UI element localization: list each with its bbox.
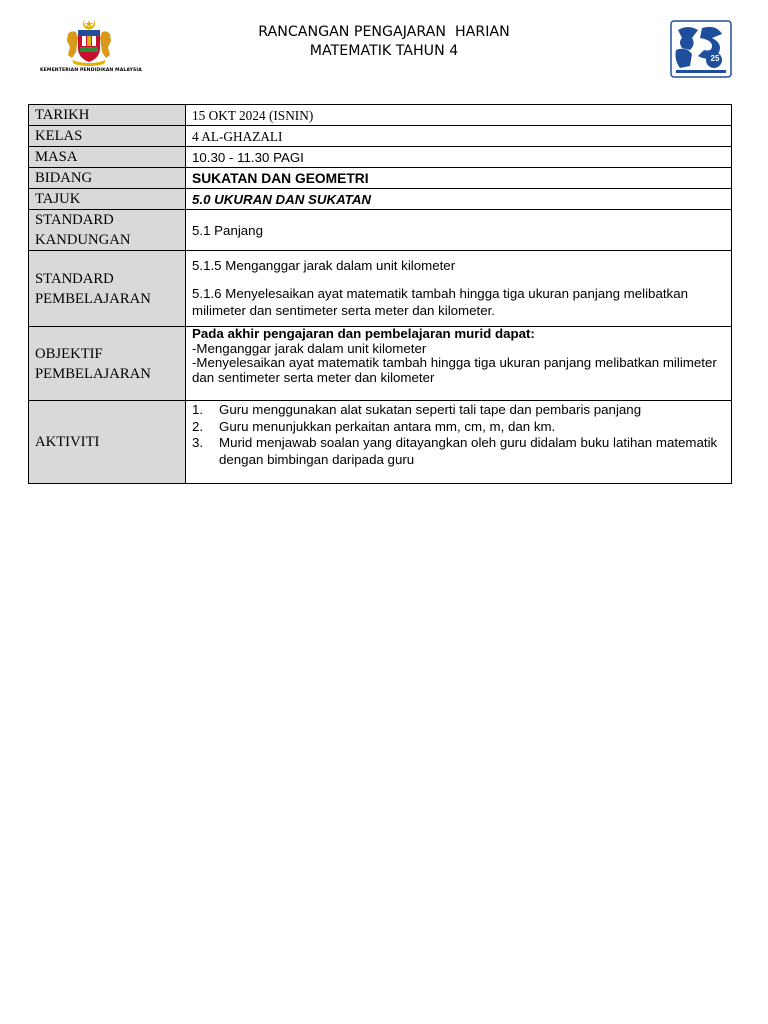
- row-label-line: STANDARD: [35, 212, 114, 228]
- list-item: [192, 435, 725, 468]
- bidang-value: SUKATAN DAN GEOMETRI: [186, 168, 732, 189]
- list-item: 5.1.5 Menganggar jarak dalam unit kilometer: [192, 258, 456, 273]
- list-item: -Menganggar jarak dalam unit kilometer: [192, 340, 427, 356]
- table-row: [29, 147, 732, 168]
- list-item: 5.1.6 Menyelesaikan ayat matematik tambah hingga tiga ukuran panjang melibatkan milimeter dan sentimeter serta meter dan kilometer.: [192, 286, 688, 318]
- table-row: [29, 105, 732, 126]
- row-label: [29, 210, 186, 251]
- table-row: [29, 189, 732, 210]
- row-label: TARIKH: [29, 105, 186, 126]
- row-label-line: PEMBELAJARAN: [35, 365, 151, 382]
- row-label-line: KANDUNGAN: [35, 232, 131, 248]
- masa-value: 10.30 - 11.30 PAGI: [186, 147, 732, 168]
- malaysia-coat-of-arms-icon: [64, 16, 114, 66]
- row-label-line: OBJEKTIF: [35, 345, 103, 362]
- row-label: [29, 251, 186, 327]
- list-number: 3.: [192, 435, 204, 450]
- school-badge-logo-icon: [670, 20, 732, 78]
- table-row: [29, 327, 732, 401]
- page-header: [0, 0, 768, 100]
- list-item: [192, 402, 725, 419]
- table-row: [29, 126, 732, 147]
- title-line-1: RANCANGAN PENGAJARAN HARIAN: [258, 24, 510, 40]
- row-label: KELAS: [29, 126, 186, 147]
- row-label: MASA: [29, 147, 186, 168]
- aktiviti-list: [192, 402, 725, 468]
- list-number: 1.: [192, 402, 204, 417]
- tarikh-value: 15 OKT 2024 (ISNIN): [186, 105, 732, 126]
- table-row: [29, 210, 732, 251]
- ministry-logo: [40, 16, 142, 78]
- lesson-plan-table: [28, 104, 732, 484]
- ministry-caption: KEMENTERIAN PENDIDIKAN MALAYSIA: [40, 68, 142, 73]
- school-logo: [670, 20, 732, 78]
- list-number: 2.: [192, 418, 204, 434]
- row-label-line: PEMBELAJARAN: [35, 290, 151, 307]
- page-title: [180, 23, 588, 61]
- table-row: [29, 168, 732, 189]
- objektif-intro: Pada akhir pengajaran dan pembelajaran murid dapat:: [192, 326, 535, 341]
- objektif-value: [186, 327, 732, 401]
- row-label: BIDANG: [29, 168, 186, 189]
- standard-kandungan-value: 5.1 Panjang: [186, 210, 732, 251]
- list-item: [192, 419, 725, 436]
- school-logo-number: 25: [710, 54, 720, 63]
- row-label-line: STANDARD: [35, 270, 114, 287]
- aktiviti-value: [186, 401, 732, 484]
- standard-pembelajaran-value: [186, 251, 732, 327]
- table-row: [29, 401, 732, 484]
- kelas-value: 4 AL-GHAZALI: [186, 126, 732, 147]
- tajuk-value: 5.0 UKURAN DAN SUKATAN: [186, 189, 732, 210]
- row-label: AKTIVITI: [29, 401, 186, 484]
- list-text: Murid menjawab soalan yang ditayangkan oleh guru didalam buku latihan matematik dengan bimbingan daripada guru: [219, 435, 718, 467]
- list-text: Guru menggunakan alat sukatan seperti tali tape dan pembaris panjang: [219, 402, 642, 417]
- table-row: [29, 251, 732, 327]
- row-label: TAJUK: [29, 189, 186, 210]
- list-item: -Menyelesaikan ayat matematik tambah hingga tiga ukuran panjang melibatkan milimeter dan sentimeter serta meter dan kilometer: [192, 355, 717, 385]
- title-line-2: MATEMATIK TAHUN 4: [309, 43, 459, 59]
- row-label: [29, 327, 186, 401]
- list-text: Guru menunjukkan perkaitan antara mm, cm, m, dan km.: [219, 418, 556, 434]
